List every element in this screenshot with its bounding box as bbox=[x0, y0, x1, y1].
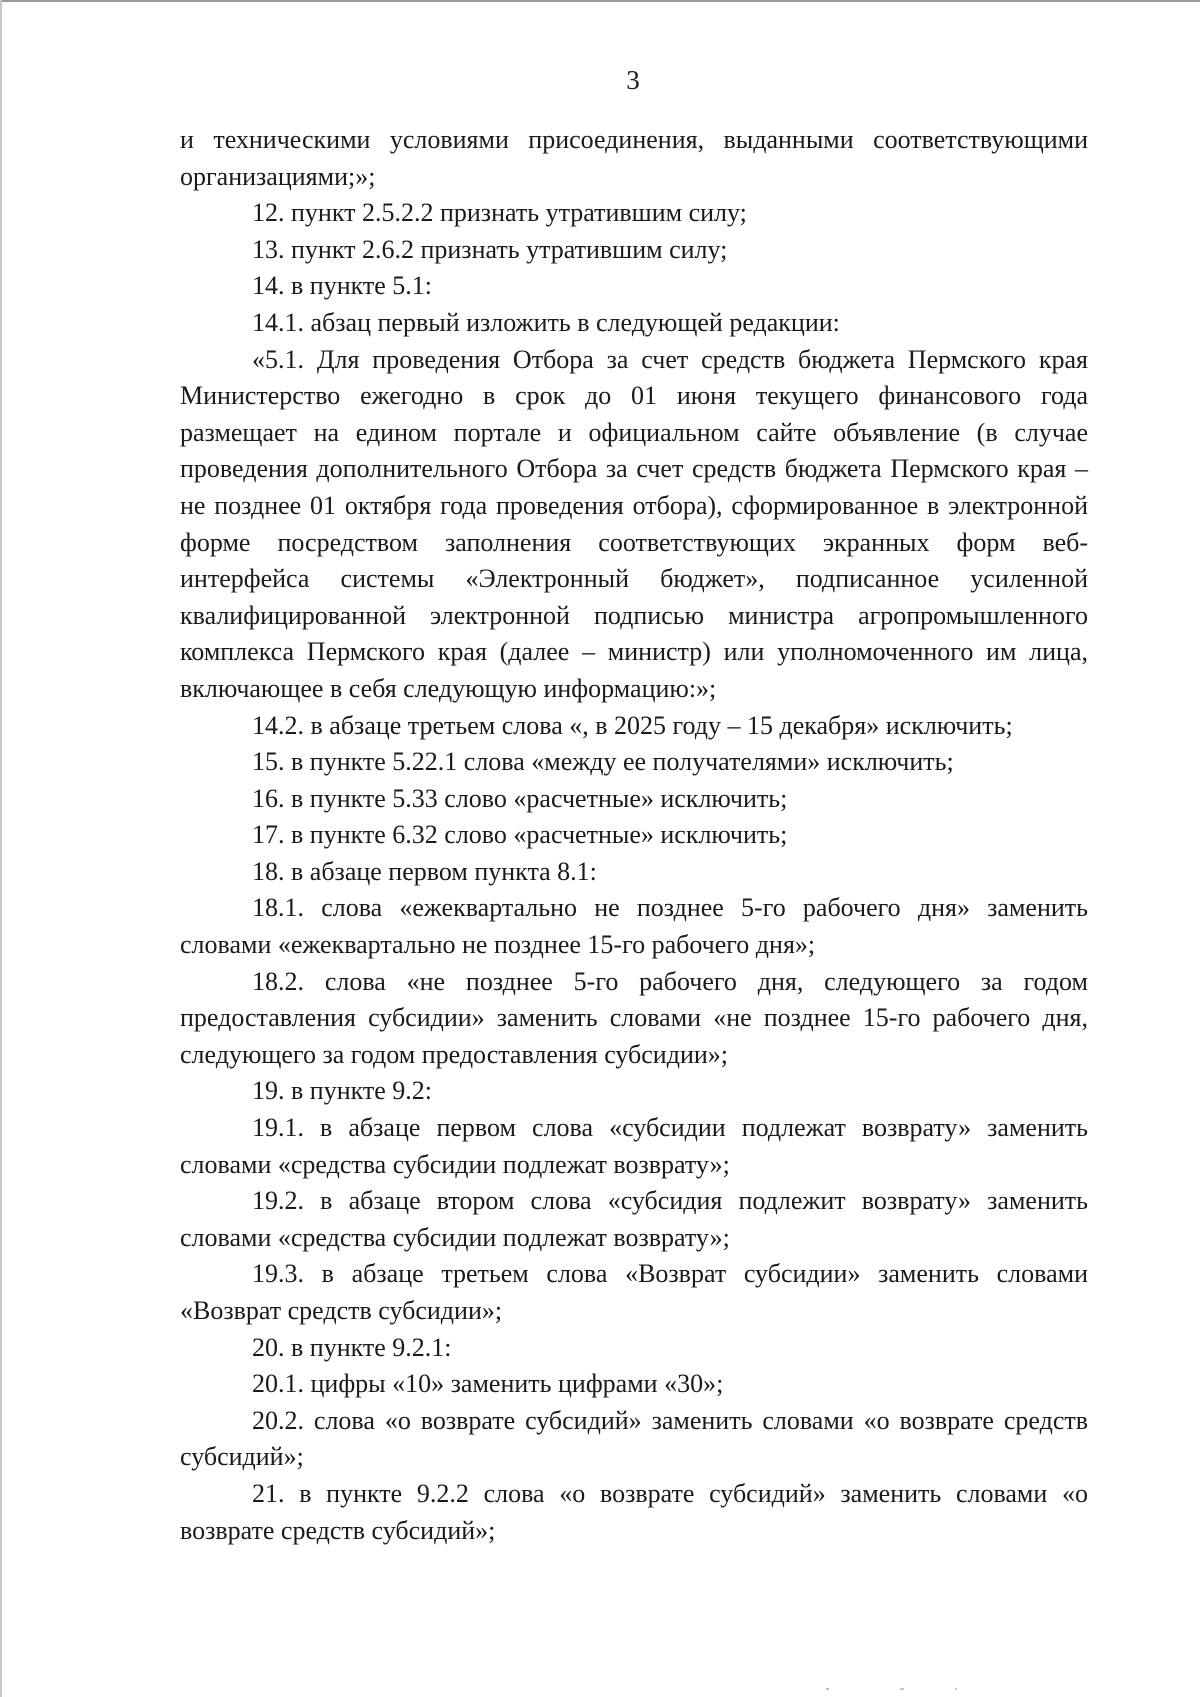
scan-edge-left bbox=[0, 0, 2, 1697]
paragraph-item-16: 16. в пункте 5.33 слово «расчетные» исключить; bbox=[252, 783, 788, 813]
scan-speck bbox=[826, 1688, 829, 1690]
paragraph-item-19-3: 19.3. в абзаце третьем слова «Возврат субсидии» заменить словами «Возврат средств субсидии»; bbox=[180, 1259, 1088, 1325]
scan-edge-top bbox=[0, 0, 1200, 2]
paragraph-continuation: и техническими условиями присоединения, выданными соответствующими организациями;»; bbox=[180, 125, 1088, 191]
paragraph-item-18: 18. в абзаце первом пункта 8.1: bbox=[252, 856, 597, 886]
paragraph-item-14-2: 14.2. в абзаце третьем слова «, в 2025 году – 15 декабря» исключить; bbox=[252, 710, 1013, 740]
paragraph-quoted-5-1: «5.1. Для проведения Отбора за счет средств бюджета Пермского края Министерство ежегодно в срок до 01 июня текущего финансового года размещает на едином портале и официальном сайте объявление (в случае проведения дополнительного Отбора за счет средств бюджета Пермского края – не позднее 01 октября года проведения отбора), сформированное в электронной форме посредством заполнения соответствующих экранных форм веб-интерфейса системы «Электронный бюджет», подписанное усиленной квалифицированной электронной подписью министра агропромышленного комплекса Пермского края (далее – министр) или уполномоченного им лица, включающее в себя следующую информацию:»; bbox=[180, 344, 1088, 703]
paragraph-item-19-1: 19.1. в абзаце первом слова «субсидии подлежат возврату» заменить словами «средства субсидии подлежат возврату»; bbox=[180, 1113, 1088, 1179]
paragraph-item-14: 14. в пункте 5.1: bbox=[252, 271, 433, 301]
paragraph-item-14-1: 14.1. абзац первый изложить в следующей редакции: bbox=[252, 307, 840, 337]
paragraph-item-17: 17. в пункте 6.32 слово «расчетные» исключить; bbox=[252, 820, 788, 850]
paragraph-item-20: 20. в пункте 9.2.1: bbox=[252, 1332, 452, 1362]
paragraph-item-13: 13. пункт 2.6.2 признать утратившим силу; bbox=[252, 234, 728, 264]
paragraph-item-15: 15. в пункте 5.22.1 слова «между ее получателями» исключить; bbox=[252, 747, 954, 777]
paragraph-item-20-2: 20.2. слова «о возврате субсидий» заменить словами «о возврате средств субсидий»; bbox=[180, 1405, 1088, 1472]
paragraph-item-21: 21. в пункте 9.2.2 слова «о возврате субсидий» заменить словами «о возврате средств субсидий»; bbox=[180, 1478, 1088, 1545]
scan-speck bbox=[955, 1688, 957, 1690]
paragraph-item-18-2: 18.2. слова «не позднее 5-го рабочего дня, следующего за годом предоставления субсидии» заменить словами «не позднее 15-го рабочего дня, следующего за годом предоставления субсидии»; bbox=[180, 966, 1088, 1069]
document-body bbox=[180, 122, 1088, 1549]
paragraph-item-19: 19. в пункте 9.2: bbox=[252, 1076, 433, 1106]
paragraph-item-18-1: 18.1. слова «ежеквартально не позднее 5-го рабочего дня» заменить словами «ежеквартально не позднее 15-го рабочего дня»; bbox=[180, 893, 1088, 960]
page-number: 3 bbox=[626, 65, 640, 95]
paragraph-item-12: 12. пункт 2.5.2.2 признать утратившим силу; bbox=[252, 198, 747, 228]
paragraph-item-20-1: 20.1. цифры «10» заменить цифрами «30»; bbox=[252, 1369, 724, 1399]
scan-speck bbox=[900, 1688, 904, 1690]
paragraph-item-19-2: 19.2. в абзаце втором слова «субсидия подлежит возврату» заменить словами «средства субсидии подлежат возврату»; bbox=[180, 1186, 1088, 1252]
